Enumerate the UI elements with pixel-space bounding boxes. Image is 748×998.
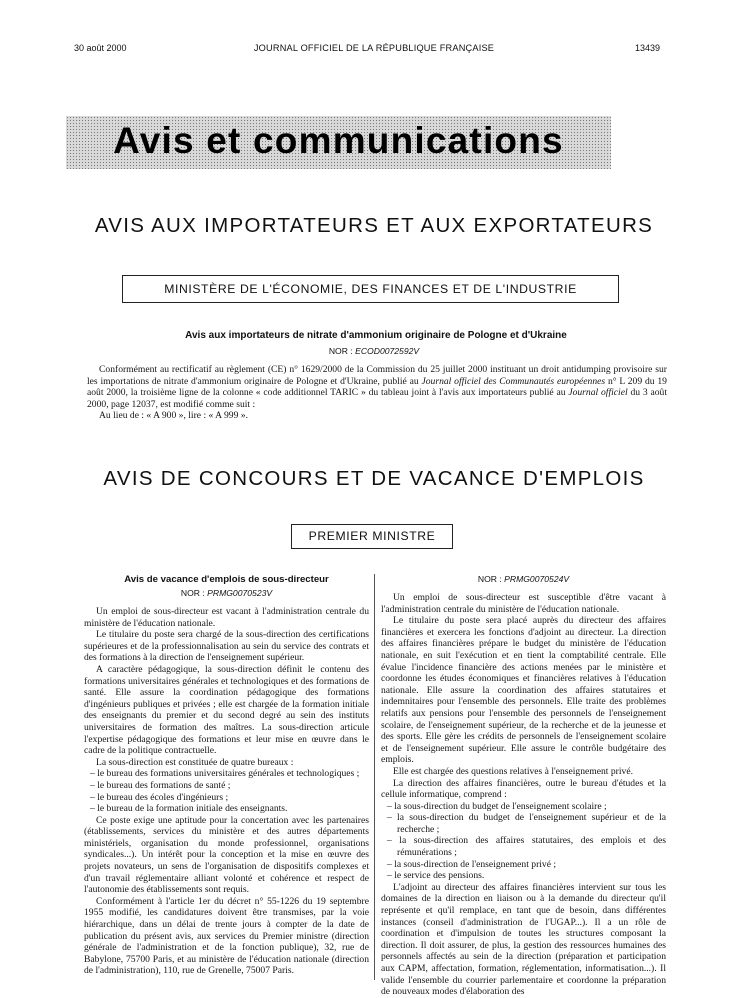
nor-reference xyxy=(0,346,748,356)
bureau-list xyxy=(84,768,369,814)
header-page-number: 13439 xyxy=(634,43,660,53)
notice-title-nitrate: Avis aux importateurs de nitrate d'ammonium originaire de Pologne et d'Ukraine xyxy=(185,330,567,341)
list-item: – le bureau des écoles d'ingénieurs ; xyxy=(84,792,369,804)
list-item: – le bureau des formations universitaires générales et technologiques ; xyxy=(84,768,369,780)
vacancy-title: Avis de vacance d'emplois de sous-directeur xyxy=(124,574,329,585)
nor-label: NOR : xyxy=(180,588,205,598)
right-column-body xyxy=(381,592,666,998)
notice-text-italic: Journal officiel xyxy=(568,387,628,399)
paragraph: Le titulaire du poste sera chargé de la sous-direction des certifications supérieures et de la professionnalisation au sein du service des contrats et des formations à la direction de l'enseignement supérieur. xyxy=(84,629,369,664)
header-date: 30 août 2000 xyxy=(74,43,127,53)
paragraph: Un emploi de sous-directeur est susceptible d'être vacant à l'administration centrale du ministère de l'éducation nationale. xyxy=(381,592,666,615)
nor-code: ECOD0072592V xyxy=(355,346,420,356)
list-item: – la sous-direction du budget de l'enseignement supérieur et de la recherche ; xyxy=(381,812,666,835)
section-title-vacancies: AVIS DE CONCOURS ET DE VACANCE D'EMPLOIS xyxy=(103,467,645,490)
list-item: – la sous-direction des affaires statutaires, des emplois et des rémunérations ; xyxy=(381,835,666,858)
paragraph: Le titulaire du poste sera placé auprès du directeur des affaires financières et exercera les fonctions d'adjoint au directeur. La direction des affaires financières prépare le budget du ministère de l'éducation nationale, en suit l'exécution et en tient la comptabilité centrale. Elle évalue l'incidence financière des actions menées par le ministère et coordonne les études économiques et financières relatives à l'éducation nationale. Elle assure la coordination des affaires statutaires et indemnitaires pour l'ensemble des personnels. Elle traite des problèmes relatifs aux pensions pour l'ensemble des personnels de l'enseignement scolaire, de l'enseignement supérieur, de la recherche et de la jeunesse et des sports. Elle gère les crédits de personnels de l'enseignement scolaire et de l'enseignement supérieur. Elle assure le contrôle budgétaire des emplois. xyxy=(381,615,666,766)
header-journal-title: JOURNAL OFFICIEL DE LA RÉPUBLIQUE FRANÇAISE xyxy=(253,43,495,53)
paragraph: Ce poste exige une aptitude pour la concertation avec les partenaires (établissements, services du ministère et des autres départements ministériels, organisation du monde professionnel, organisations syndicales...). Un intérêt pour la conception et la mise en œuvre des projets novateurs, un sens de l'organisation de dispositifs complexes et d'un travail réglementaire alliant volonté et cohérence et respect de l'autonomie des établissements sont requis. xyxy=(84,814,369,896)
nor-reference xyxy=(84,588,369,598)
left-column-body xyxy=(84,606,369,977)
subdirection-list xyxy=(381,801,666,882)
paragraph: A caractère pédagogique, la sous-direction définit le contenu des formations universitaires générales et technologiques et des formations de santé. Elle assure la coordination pédagogique des formations d'ingénieurs publiques et privées ; elle est chargée de la formation initiale des enseignants du premier et du second degré au sein des instituts universitaires de formation des maîtres. La sous-direction articule l'expertise pédagogique des formations et leur mise en œuvre dans le cadre de la politique contractuelle. xyxy=(84,663,369,757)
list-item: – la sous-direction du budget de l'enseignement scolaire ; xyxy=(381,801,666,813)
nor-reference xyxy=(381,574,666,584)
paragraph: La sous-direction est constituée de quatre bureaux : xyxy=(96,756,294,768)
column-divider xyxy=(374,574,375,980)
section-title-importers: AVIS AUX IMPORTATEURS ET AUX EXPORTATEURS xyxy=(94,214,654,237)
paragraph: Elle est chargée des questions relatives à l'enseignement privé. xyxy=(393,765,633,777)
notice-text: du 3 août 2000, page 12037, est modifié comme suit : xyxy=(87,387,668,410)
nor-code: PRMG0070524V xyxy=(504,574,570,584)
nor-label: NOR : xyxy=(477,574,502,584)
ministry-box-economy xyxy=(122,275,619,303)
ministry-name: MINISTÈRE DE L'ÉCONOMIE, DES FINANCES ET DE L'INDUSTRIE xyxy=(164,282,577,296)
nor-code: PRMG0070523V xyxy=(207,588,273,598)
notice-correction: Au lieu de : « A 900 », lire : « A 999 ». xyxy=(99,410,248,422)
paragraph: Conformément à l'article 1er du décret n° 55-1226 du 19 septembre 1955 modifié, les candidatures doivent être transmises, par la voie hiérarchique, dans un délai de trente jours à compter de la date de publication du présent avis, aux services du Premier ministre (direction générale de l'administration et de la fonction publique), 32, rue de Babylone, 75700 Paris, et au ministère de l'éducation nationale (direction de l'administration), 110, rue de Grenelle, 75007 Paris. xyxy=(84,895,369,977)
list-item: – la sous-direction de l'enseignement privé ; xyxy=(381,859,666,871)
ministry-name: PREMIER MINISTRE xyxy=(308,529,436,543)
list-item: – le bureau des formations de santé ; xyxy=(84,780,369,792)
notice-text: Conformément au rectificatif au règlement (CE) n° 1629/2000 de la Commission du 25 juillet 2000 instituant un droit antidumping provisoire sur les importations de nitrate d'ammonium originaire de Pologne et d'Ukraine, publié au xyxy=(87,364,667,387)
list-item: – le bureau de la formation initiale des enseignants. xyxy=(84,803,369,815)
paragraph: L'adjoint au directeur des affaires financières intervient sur tous les domaines de la direction en liaison ou à la demande du directeur qu'il représente et qu'il remplace, en tant que de besoin, dans différentes instances (conseil d'administration de l'UGAP...). Il a un rôle de coordination et d'impulsion de toutes les structures composant la direction. Il doit assurer, de plus, la gestion des ressources humaines des personnels affectés au sein de la direction (préparation et participation aux CAPM, affectation, formation, réglementation, informatisation...). Il valide l'ensemble du courrier parlementaire et coordonne la préparation de nouveaux modes d'élaboration des xyxy=(381,881,666,998)
paragraph: La direction des affaires financières, outre le bureau d'études et la cellule informatique, comprend : xyxy=(381,777,666,801)
notice-body-nitrate xyxy=(87,364,667,422)
paragraph: Un emploi de sous-directeur est vacant à l'administration centrale du ministère de l'éducation nationale. xyxy=(84,606,369,629)
masthead-title: Avis et communications xyxy=(113,120,564,161)
nor-label: NOR : xyxy=(328,346,353,356)
notice-text: n° L 209 du 19 août 2000, la troisième ligne de la colonne « code additionnel TARIC » du tableau joint à l'avis aux importateurs publié au xyxy=(87,375,667,399)
ministry-box-premier xyxy=(291,524,453,549)
list-item: – le service des pensions. xyxy=(381,870,666,882)
notice-text-italic: Journal officiel des Communautés européennes xyxy=(421,375,606,387)
